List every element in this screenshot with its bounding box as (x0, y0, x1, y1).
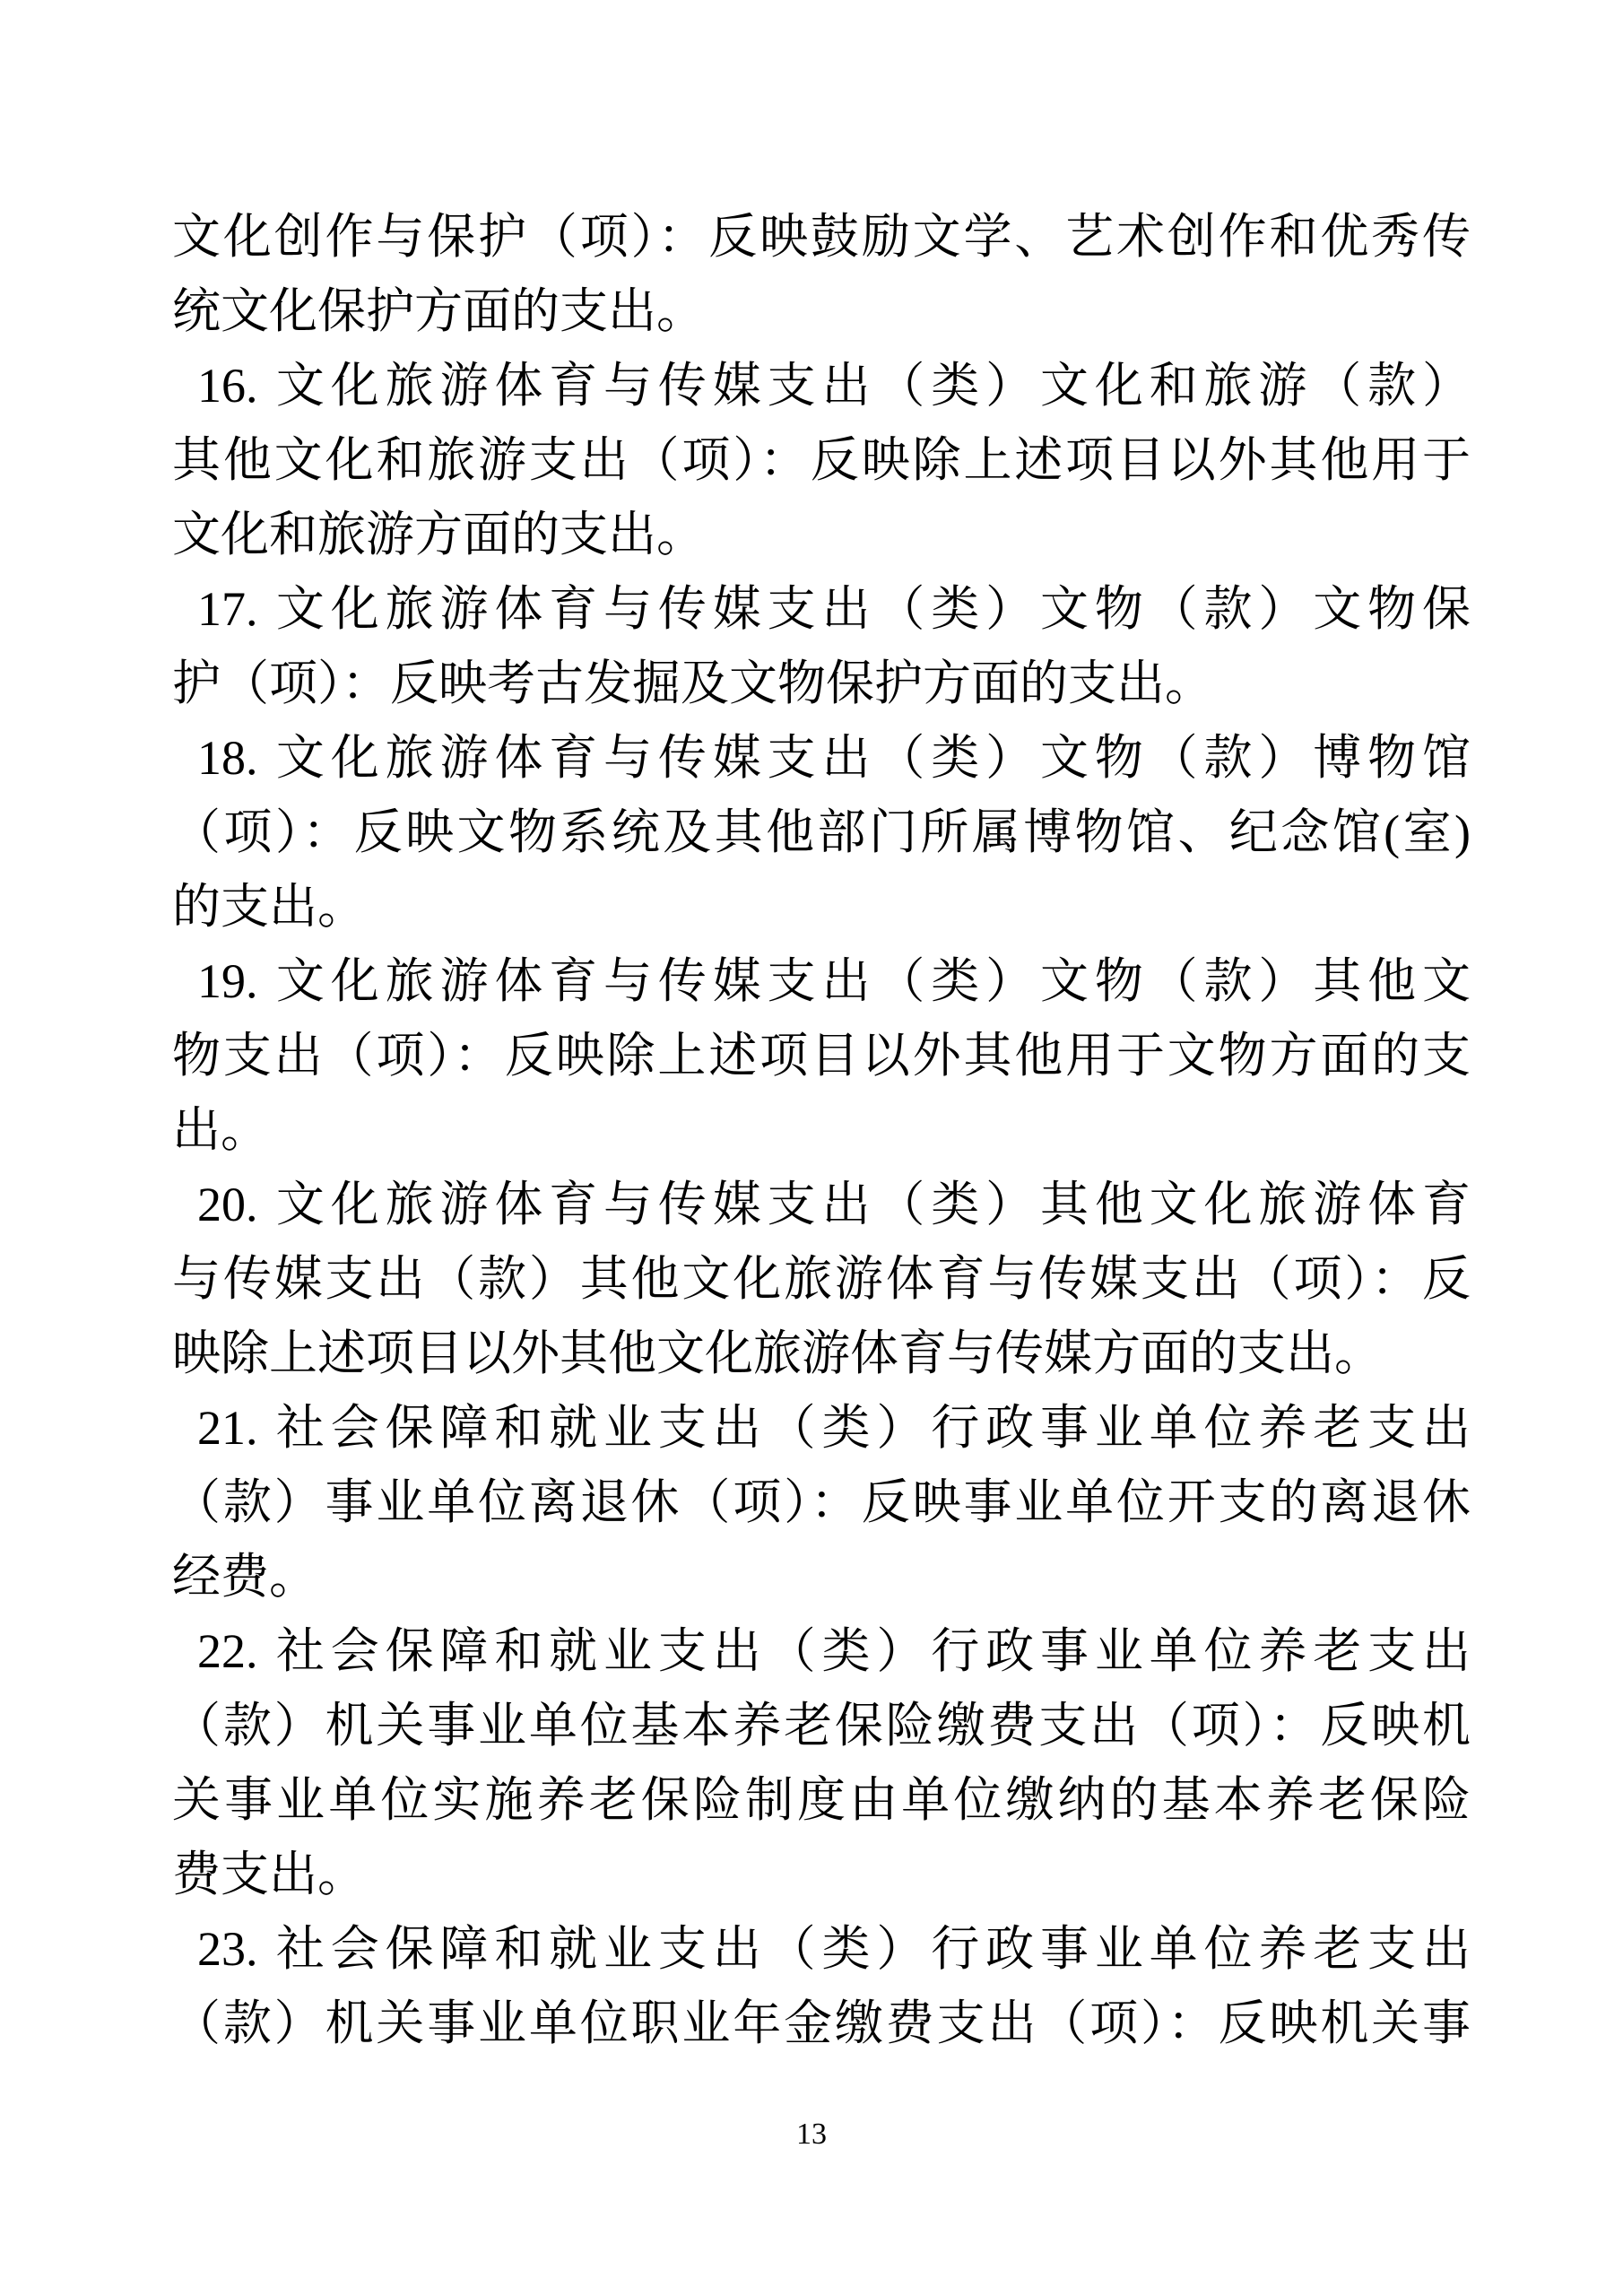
text-line: 其他文化和旅游支出（项）：反映除上述项目以外其他用于 (172, 433, 1471, 487)
document-body (172, 200, 1471, 2061)
text-line: 23. 社会保障和就业支出（类）行政事业单位养老支出 (197, 1922, 1471, 1976)
text-line: 文化和旅游方面的支出。 (172, 508, 705, 561)
text-line: 20. 文化旅游体育与传媒支出（类）其他文化旅游体育 (197, 1178, 1471, 1231)
text-line: 经费。 (172, 1550, 317, 1604)
text-line: 文化创作与保护（项）：反映鼓励文学、艺术创作和优秀传 (172, 210, 1471, 264)
text-line: 17. 文化旅游体育与传媒支出（类）文物（款）文物保 (197, 582, 1471, 636)
page-number: 13 (796, 2118, 827, 2151)
text-line: 与传媒支出（款）其他文化旅游体育与传媒支出（项）：反 (172, 1252, 1471, 1306)
text-line: 映除上述项目以外其他文化旅游体育与传媒方面的支出。 (172, 1326, 1383, 1380)
text-line: 统文化保护方面的支出。 (172, 284, 705, 338)
text-line: 21. 社会保障和就业支出（类）行政事业单位养老支出 (197, 1401, 1471, 1455)
text-line: 护（项）：反映考古发掘及文物保护方面的支出。 (172, 657, 1213, 710)
text-line: 19. 文化旅游体育与传媒支出（类）文物（款）其他文 (197, 954, 1471, 1008)
text-line: 16. 文化旅游体育与传媒支出（类）文化和旅游（款） (197, 359, 1471, 413)
text-line: （款）机关事业单位职业年金缴费支出（项）：反映机关事 (172, 1996, 1471, 2050)
text-line: 关事业单位实施养老保险制度由单位缴纳的基本养老保险 (172, 1773, 1471, 1827)
text-line: 的支出。 (172, 880, 366, 934)
text-line: 物支出（项）：反映除上述项目以外其他用于文物方面的支 (172, 1029, 1471, 1083)
text-line: 18. 文化旅游体育与传媒支出（类）文物（款）博物馆 (197, 731, 1471, 785)
text-line: （项）：反映文物系统及其他部门所属博物馆、纪念馆(室) (172, 805, 1471, 859)
text-line: 费支出。 (172, 1848, 366, 1901)
text-line: 22. 社会保障和就业支出（类）行政事业单位养老支出 (197, 1624, 1471, 1678)
text-line: 出。 (172, 1103, 269, 1157)
text-line: （款）事业单位离退休（项）：反映事业单位开支的离退休 (172, 1475, 1471, 1529)
text-line: （款）机关事业单位基本养老保险缴费支出（项）：反映机 (172, 1699, 1471, 1752)
